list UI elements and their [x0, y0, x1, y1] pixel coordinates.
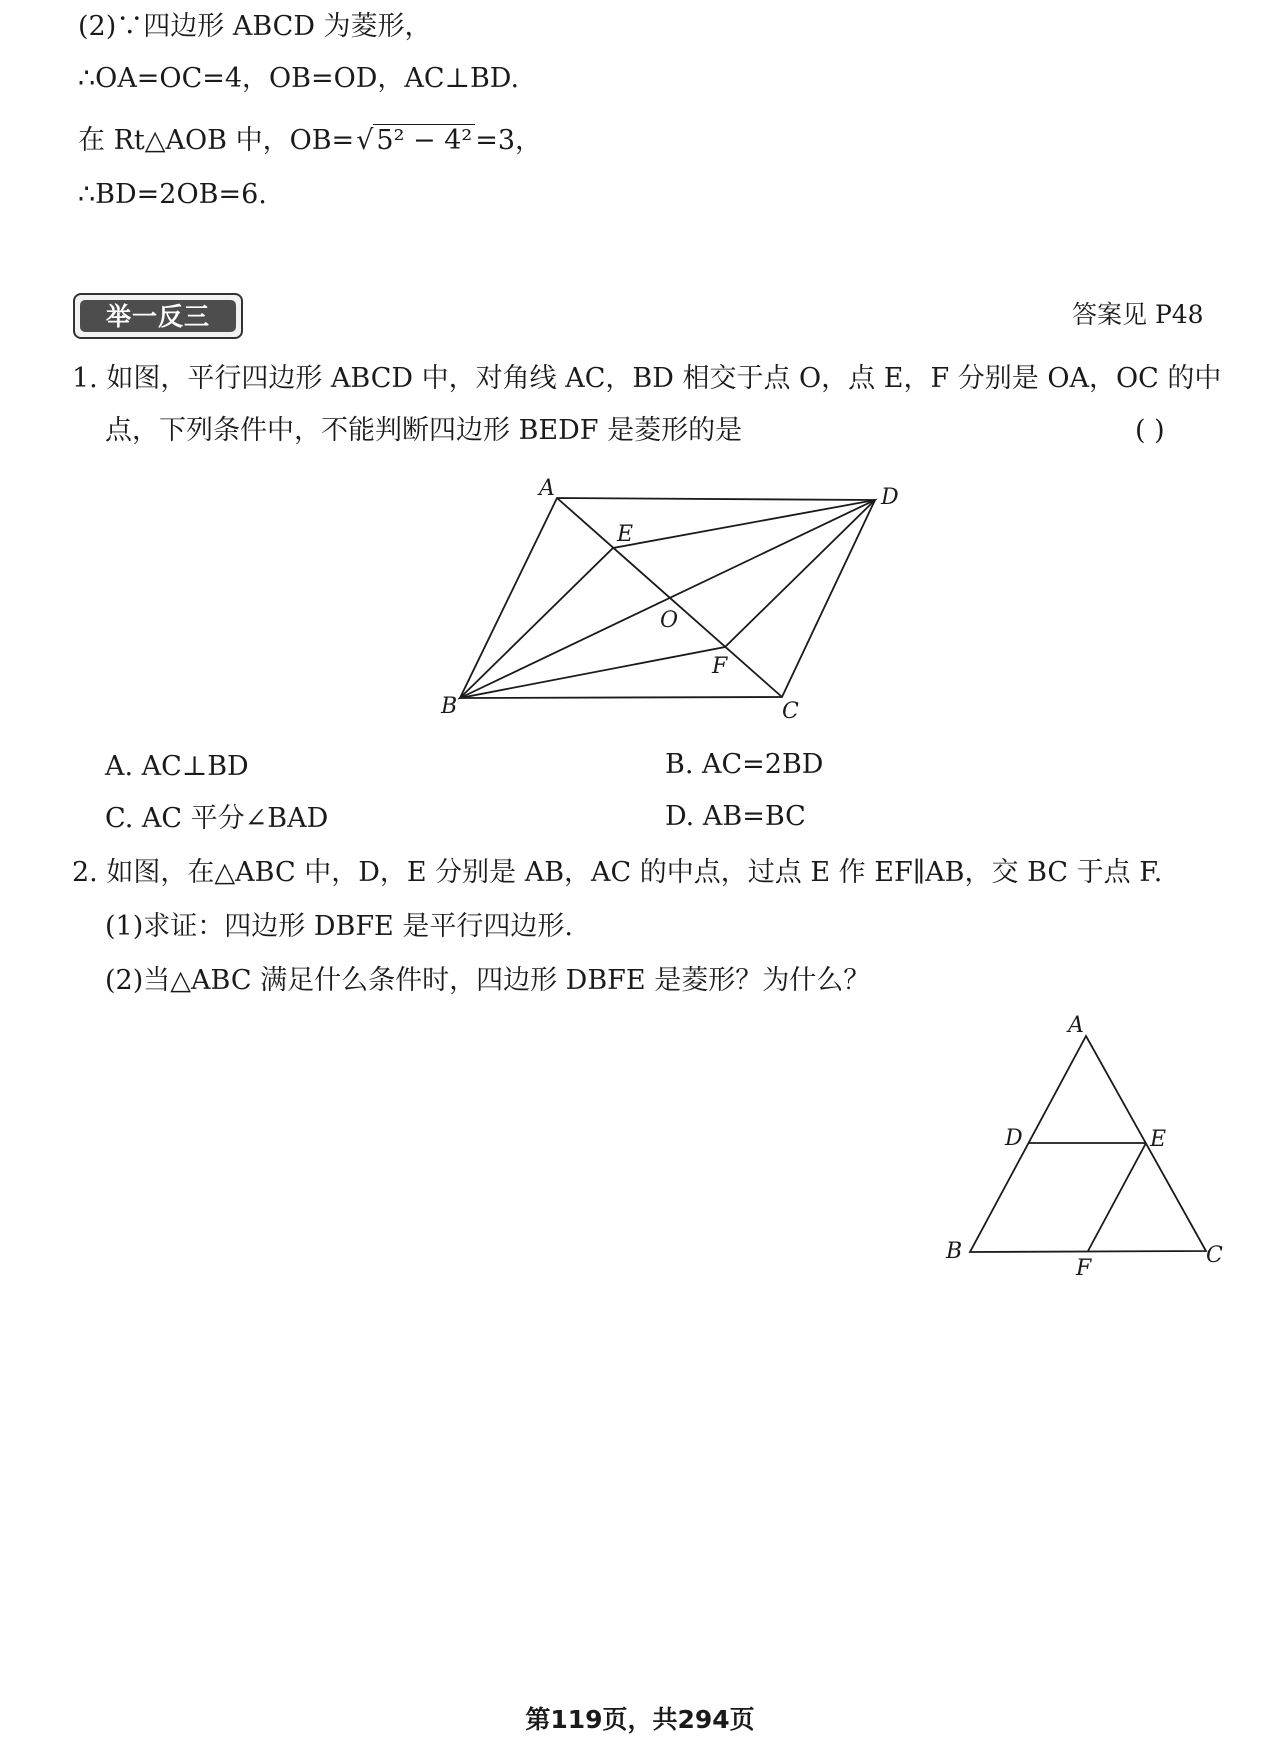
q1-answer-paren: ( )	[1135, 415, 1165, 446]
solution-line-2: ∴OA=OC=4，OB=OD，AC⊥BD.	[78, 63, 520, 94]
q2-label-A: A	[1068, 1013, 1084, 1038]
solution-line-3	[78, 124, 542, 158]
q2-label-C: C	[1206, 1243, 1223, 1268]
q1-label-E: E	[617, 522, 634, 547]
quadrilateral-BEDF	[460, 500, 875, 698]
q1-label-D: D	[881, 485, 899, 510]
q1-figure-lines	[460, 498, 875, 698]
q2-part-2: (2)当△ABC 满足什么条件时，四边形 DBFE 是菱形？为什么？	[105, 965, 871, 996]
q1-label-O: O	[660, 608, 679, 633]
q1-stem-line-1: 1. 如图，平行四边形 ABCD 中，对角线 AC，BD 相交于点 O，点 E，F 分别是 OA，OC 的中	[72, 363, 1222, 394]
q2-label-D: D	[1005, 1126, 1023, 1151]
page-footer: 第119页，共294页	[525, 1705, 755, 1734]
q1-option-a: A. AC⊥BD	[105, 751, 249, 782]
section-badge	[73, 293, 243, 339]
q1-option-c: C. AC 平分∠BAD	[105, 803, 329, 834]
q1-label-C: C	[782, 699, 799, 724]
solution-line-1: (2)∵四边形 ABCD 为菱形，	[78, 11, 432, 42]
section-badge-label: 举一反三	[80, 300, 236, 332]
solution-line-4: ∴BD=2OB=6.	[78, 179, 267, 210]
solution-line-3-prefix: 在 Rt△AOB 中，OB=	[78, 125, 355, 156]
q1-option-b: B. AC=2BD	[665, 749, 824, 780]
solution-line-3-suffix: =3，	[475, 125, 543, 156]
q1-label-A: A	[539, 476, 555, 501]
q1-option-d: D. AB=BC	[665, 801, 806, 832]
q1-stem-line-2: 点，下列条件中，不能判断四边形 BEDF 是菱形的是	[105, 415, 743, 446]
q2-label-F: F	[1076, 1256, 1092, 1281]
answer-reference: 答案见 P48	[1072, 300, 1204, 329]
q2-stem: 2. 如图，在△ABC 中，D，E 分别是 AB，AC 的中点，过点 E 作 EF∥AB，交 BC 于点 F.	[72, 857, 1163, 888]
triangle-ABC	[970, 1036, 1206, 1252]
sqrt-radicand: 5² − 4²	[373, 124, 475, 156]
parallelogram-ABCD	[460, 498, 875, 698]
q2-label-E: E	[1150, 1127, 1167, 1152]
diagonal-BD	[460, 500, 875, 698]
q2-label-B: B	[946, 1239, 963, 1264]
segment-EF	[1088, 1143, 1146, 1251]
sqrt-expression: √ 5² − 4²	[354, 124, 475, 158]
q1-label-F: F	[712, 654, 728, 679]
q2-figure-lines	[970, 1036, 1206, 1252]
q1-label-B: B	[441, 694, 458, 719]
diagonal-AC	[557, 498, 782, 697]
q2-part-1: (1)求证：四边形 DBFE 是平行四边形.	[105, 911, 573, 942]
